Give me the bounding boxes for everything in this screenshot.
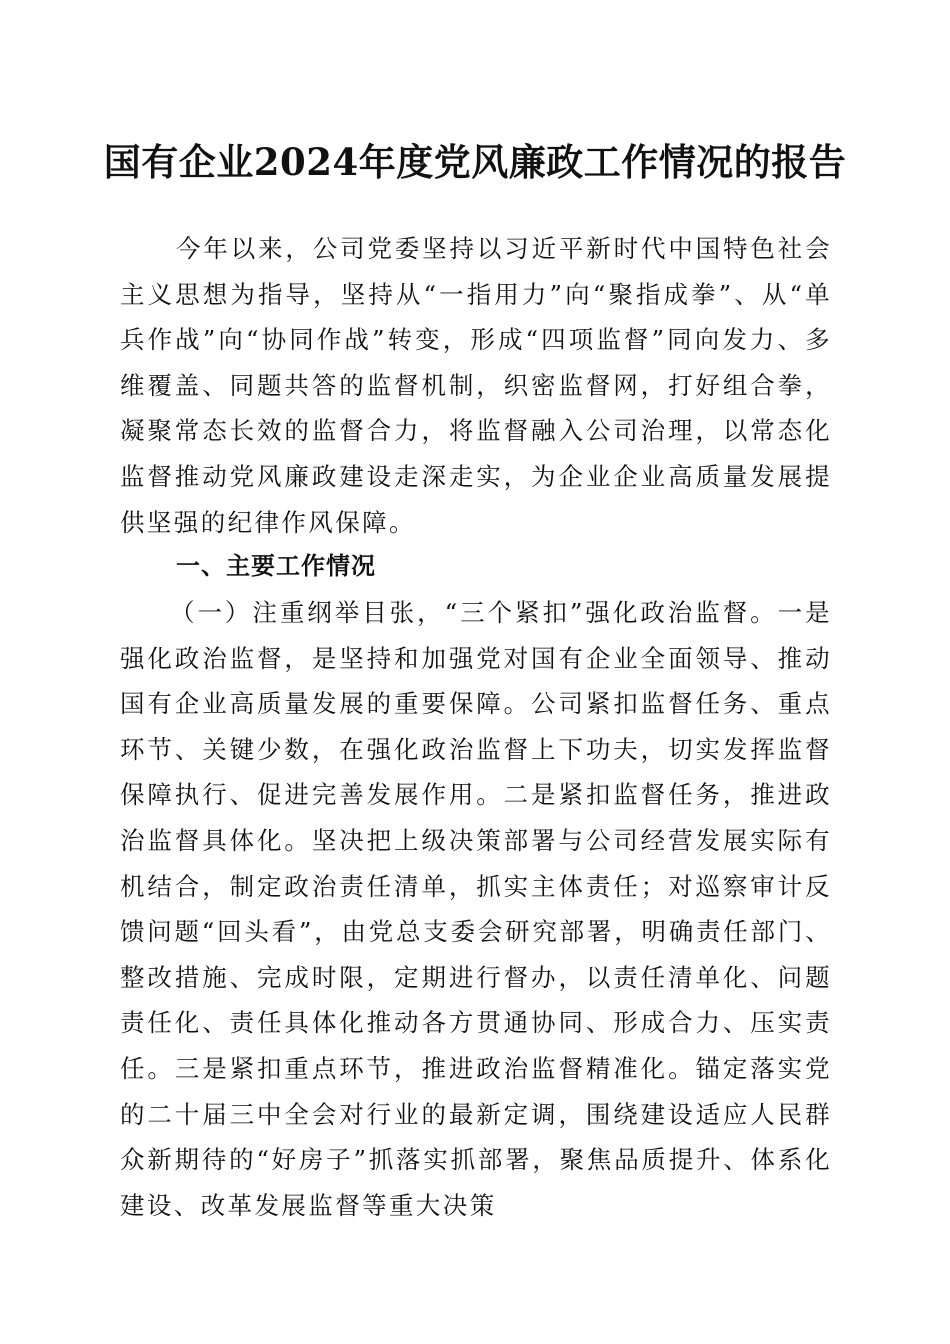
section1-paragraph-political-supervision: （一）注重纲举目张，“三个紧扣”强化政治监督。一是强化政治监督，是坚持和加强党对国有企业全面领导、推动国有企业高质量发展的重要保障。公司紧扣监督任务、重点环节、关键少数，在强化政治监督上下功夫，切实发挥监督保障执行、促进完善发展作用。二是紧扣监督任务，推进政治监督具体化。坚决把上级决策部署与公司经营发展实际有机结合，制定政治责任清单，抓实主体责任；对巡察审计反馈问题“回头看”，由党总支委会研究部署，明确责任部门、整改措施、完成时限，定期进行督办，以责任清单化、问题责任化、责任具体化推动各方贯通协同、形成合力、压实责任。三是紧扣重点环节，推进政治监督精准化。锚定落实党的二十届三中全会对行业的最新定调，围绕建设适应人民群众新期待的“好房子”抓落实抓部署，聚焦品质提升、体系化建设、改革发展监督等重大决策 (120, 598, 832, 1220)
document-title: 国有企业2024年度党风廉政工作情况的报告 (103, 140, 847, 184)
section-heading-main-work: 一、主要工作情况 (176, 552, 376, 580)
intro-paragraph: 今年以来，公司党委坚持以习近平新时代中国特色社会主义思想为指导，坚持从“一指用力”向“聚指成拳”、从“单兵作战”向“协同作战”转变，形成“四项监督”同向发力、多维覆盖、同题共答的监督机制，织密监督网，打好组合拳，凝聚常态长效的监督合力，将监督融入公司治理，以常态化监督推动党风廉政建设走深走实，为企业企业高质量发展提供坚强的纪律作风保障。 (120, 234, 832, 537)
